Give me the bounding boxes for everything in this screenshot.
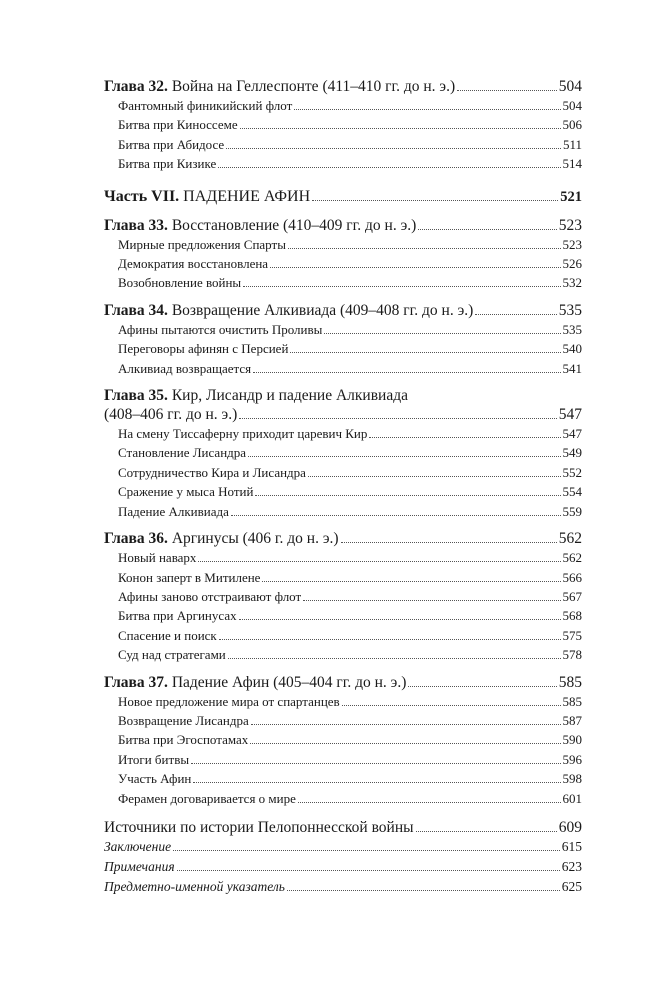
page-number: 523 — [558, 216, 582, 234]
chapter-37-entry[interactable] — [104, 673, 582, 692]
chapter-34-entry[interactable] — [104, 301, 582, 320]
page-number: 567 — [562, 588, 582, 604]
dot-leader — [219, 629, 561, 640]
dot-leader — [408, 674, 556, 687]
dot-leader — [177, 860, 560, 871]
page-number: 568 — [562, 608, 582, 624]
chapter-title: Кир, Лисандр и падение Алкивиада — [171, 387, 408, 405]
section-title: Итоги битвы — [118, 751, 190, 767]
dot-leader — [324, 323, 560, 334]
chapter-title: Война на Геллеспонте (411–410 гг. до н. э.) — [171, 78, 456, 95]
table-of-contents — [104, 77, 582, 897]
page-number: 590 — [562, 732, 582, 748]
dot-leader — [290, 343, 560, 354]
dot-leader — [270, 257, 560, 268]
chapter-36-entry[interactable] — [104, 529, 582, 548]
page-number: 575 — [562, 627, 582, 643]
sources-entry[interactable] — [104, 818, 582, 837]
page-number: 578 — [562, 647, 582, 663]
dot-leader — [287, 880, 560, 891]
sources-title: Источники по истории Пелопоннесской войны — [104, 818, 414, 836]
dot-leader — [288, 238, 561, 249]
section-title: Суд над стратегами — [118, 647, 226, 663]
dot-leader — [369, 427, 560, 438]
section-title: Новый наварх — [118, 550, 197, 566]
section-entry[interactable] — [104, 96, 582, 115]
chapter-32-entry[interactable] — [104, 77, 582, 96]
dot-leader — [294, 99, 560, 110]
dot-leader — [228, 648, 561, 659]
chapter-label: Глава 34. — [104, 301, 168, 319]
chapter-title-continued: (408–406 гг. до н. э.) — [104, 406, 238, 424]
notes-entry[interactable] — [104, 857, 582, 877]
page-number: 585 — [562, 693, 582, 709]
dot-leader — [342, 695, 561, 706]
chapter-title: Аргинусы (406 г. до н. э.) — [171, 530, 339, 548]
dot-leader — [341, 530, 557, 543]
chapter-label: Глава 32. — [104, 78, 168, 95]
chapter-title: Возвращение Алкивиада (409–408 гг. до н. э.) — [171, 301, 474, 319]
section-entry[interactable] — [104, 626, 582, 645]
section-title: На смену Тиссаферну приходит царевич Кир — [118, 426, 368, 442]
dot-leader — [218, 157, 560, 168]
section-entry[interactable] — [104, 548, 582, 567]
section-title: Ферамен договаривается о мире — [118, 790, 296, 806]
section-title: Возобновление войны — [118, 275, 242, 291]
page-number: 526 — [562, 256, 582, 272]
section-title: Битва при Киноссеме — [118, 117, 238, 133]
dot-leader — [416, 819, 557, 832]
section-entry[interactable] — [104, 154, 582, 173]
section-entry[interactable] — [104, 645, 582, 664]
chapter-label: Глава 37. — [104, 673, 168, 691]
page-number: 562 — [562, 550, 582, 566]
section-title: Битва при Аргинусах — [118, 608, 237, 624]
section-entry[interactable] — [104, 606, 582, 625]
section-title: Падение Алкивиада — [118, 503, 229, 519]
section-title: Алкивиад возвращается — [118, 360, 252, 376]
page-number: 585 — [558, 673, 582, 691]
section-title: Спасение и поиск — [118, 627, 217, 643]
section-entry[interactable] — [104, 463, 582, 482]
part-title: ПАДЕНИЕ АФИН — [183, 187, 311, 205]
page-number: 506 — [562, 117, 582, 133]
chapter-title: Восстановление (410–409 гг. до н. э.) — [171, 216, 417, 234]
page-number: 598 — [562, 771, 582, 787]
page-number: 615 — [561, 838, 582, 854]
page-number: 609 — [558, 818, 582, 836]
section-entry[interactable] — [104, 135, 582, 154]
page-number: 625 — [561, 878, 582, 894]
page-number: 559 — [562, 503, 582, 519]
page-number: 514 — [562, 156, 582, 172]
section-title: Конон заперт в Митилене — [118, 569, 261, 585]
dot-leader — [251, 714, 561, 725]
page-number: 523 — [562, 236, 582, 252]
dot-leader — [457, 78, 557, 91]
dot-leader — [226, 138, 561, 149]
page-number: 552 — [562, 464, 582, 480]
dot-leader — [198, 551, 560, 562]
dot-leader — [173, 840, 560, 851]
section-title: Фантомный финикийский флот — [118, 98, 293, 113]
dot-leader — [243, 277, 560, 288]
page-number: 566 — [562, 569, 582, 585]
section-title: Афины пытаются очистить Проливы — [118, 321, 323, 337]
dot-leader — [418, 217, 556, 230]
dot-leader — [250, 734, 560, 745]
dot-leader — [308, 466, 561, 477]
dot-leader — [255, 486, 560, 497]
page-number: 532 — [562, 275, 582, 291]
part-label: Часть VII. — [104, 187, 180, 205]
section-title: Битва при Эгоспотамах — [118, 732, 249, 748]
page-number: 547 — [558, 406, 582, 424]
conclusion-entry[interactable] — [104, 837, 582, 857]
section-title: Переговоры афинян с Персией — [118, 341, 289, 357]
page-number: 540 — [562, 341, 582, 357]
section-entry[interactable] — [104, 692, 582, 711]
section-title: Становление Лисандра — [118, 445, 247, 461]
dot-leader — [231, 505, 561, 516]
section-entry[interactable] — [104, 235, 582, 254]
section-entry[interactable] — [104, 502, 582, 521]
dot-leader — [303, 590, 560, 601]
section-entry[interactable] — [104, 359, 582, 378]
section-title: Битва при Абидосе — [118, 136, 225, 152]
dot-leader — [239, 406, 557, 419]
section-entry[interactable] — [104, 750, 582, 769]
page-number: 587 — [562, 712, 582, 728]
section-title: Мирные предложения Спарты — [118, 236, 286, 252]
page-number: 554 — [562, 484, 582, 500]
chapter-label: Глава 35. — [104, 387, 168, 405]
section-entry[interactable] — [104, 568, 582, 587]
chapter-label: Глава 33. — [104, 216, 168, 234]
page-number: 504 — [558, 78, 582, 95]
page-number: 549 — [562, 445, 582, 461]
page-number: 547 — [562, 426, 582, 442]
section-title: Новое предложение мира от спартанцев — [118, 693, 340, 709]
page-number: 596 — [562, 751, 582, 767]
dot-leader — [298, 792, 561, 803]
section-entry[interactable] — [104, 711, 582, 730]
page-number: 623 — [561, 858, 582, 874]
section-entry[interactable] — [104, 320, 582, 339]
dot-leader — [193, 772, 560, 783]
chapter-33-entry[interactable] — [104, 216, 582, 235]
section-title: Битва при Кизике — [118, 156, 217, 172]
section-entry[interactable] — [104, 273, 582, 292]
section-entry[interactable] — [104, 482, 582, 501]
section-entry[interactable] — [104, 443, 582, 462]
section-entry[interactable] — [104, 769, 582, 788]
endmatter-title: Предметно-именной указатель — [104, 878, 285, 894]
endmatter-title: Заключение — [104, 838, 172, 854]
page-number: 541 — [562, 360, 582, 376]
dot-leader — [248, 447, 560, 458]
page-number: 521 — [560, 188, 582, 205]
chapter-35-entry[interactable] — [104, 386, 582, 405]
section-entry[interactable] — [104, 587, 582, 606]
chapter-label: Глава 36. — [104, 530, 168, 548]
page-number: 562 — [558, 530, 582, 548]
dot-leader — [312, 188, 558, 201]
section-entry[interactable] — [104, 254, 582, 273]
dot-leader — [475, 302, 556, 315]
page-number: 535 — [562, 321, 582, 337]
section-entry[interactable] — [104, 339, 582, 358]
endmatter-title: Примечания — [104, 858, 175, 874]
dot-leader — [240, 119, 561, 130]
section-entry[interactable] — [104, 730, 582, 749]
section-title: Афины заново отстраивают флот — [118, 588, 302, 604]
page-number: 601 — [562, 790, 582, 806]
section-title: Возвращение Лисандра — [118, 712, 249, 728]
dot-leader — [262, 571, 560, 582]
section-title: Сотрудничество Кира и Лисандра — [118, 464, 306, 480]
page-number: 511 — [562, 136, 582, 152]
section-entry[interactable] — [104, 424, 582, 443]
page-number: 535 — [558, 301, 582, 319]
section-entry[interactable] — [104, 115, 582, 134]
section-title: Участь Афин — [118, 771, 192, 787]
dot-leader — [191, 753, 560, 764]
section-entry[interactable] — [104, 789, 582, 808]
index-entry[interactable] — [104, 877, 582, 897]
dot-leader — [253, 362, 560, 373]
section-title: Демократия восстановлена — [118, 256, 269, 272]
dot-leader — [239, 610, 561, 621]
section-title: Сражение у мыса Нотий — [118, 484, 254, 500]
chapter-35-entry-continued[interactable] — [104, 405, 582, 424]
chapter-title: Падение Афин (405–404 гг. до н. э.) — [171, 673, 407, 691]
page-number: 504 — [562, 98, 582, 113]
part-7-entry[interactable] — [104, 186, 582, 208]
